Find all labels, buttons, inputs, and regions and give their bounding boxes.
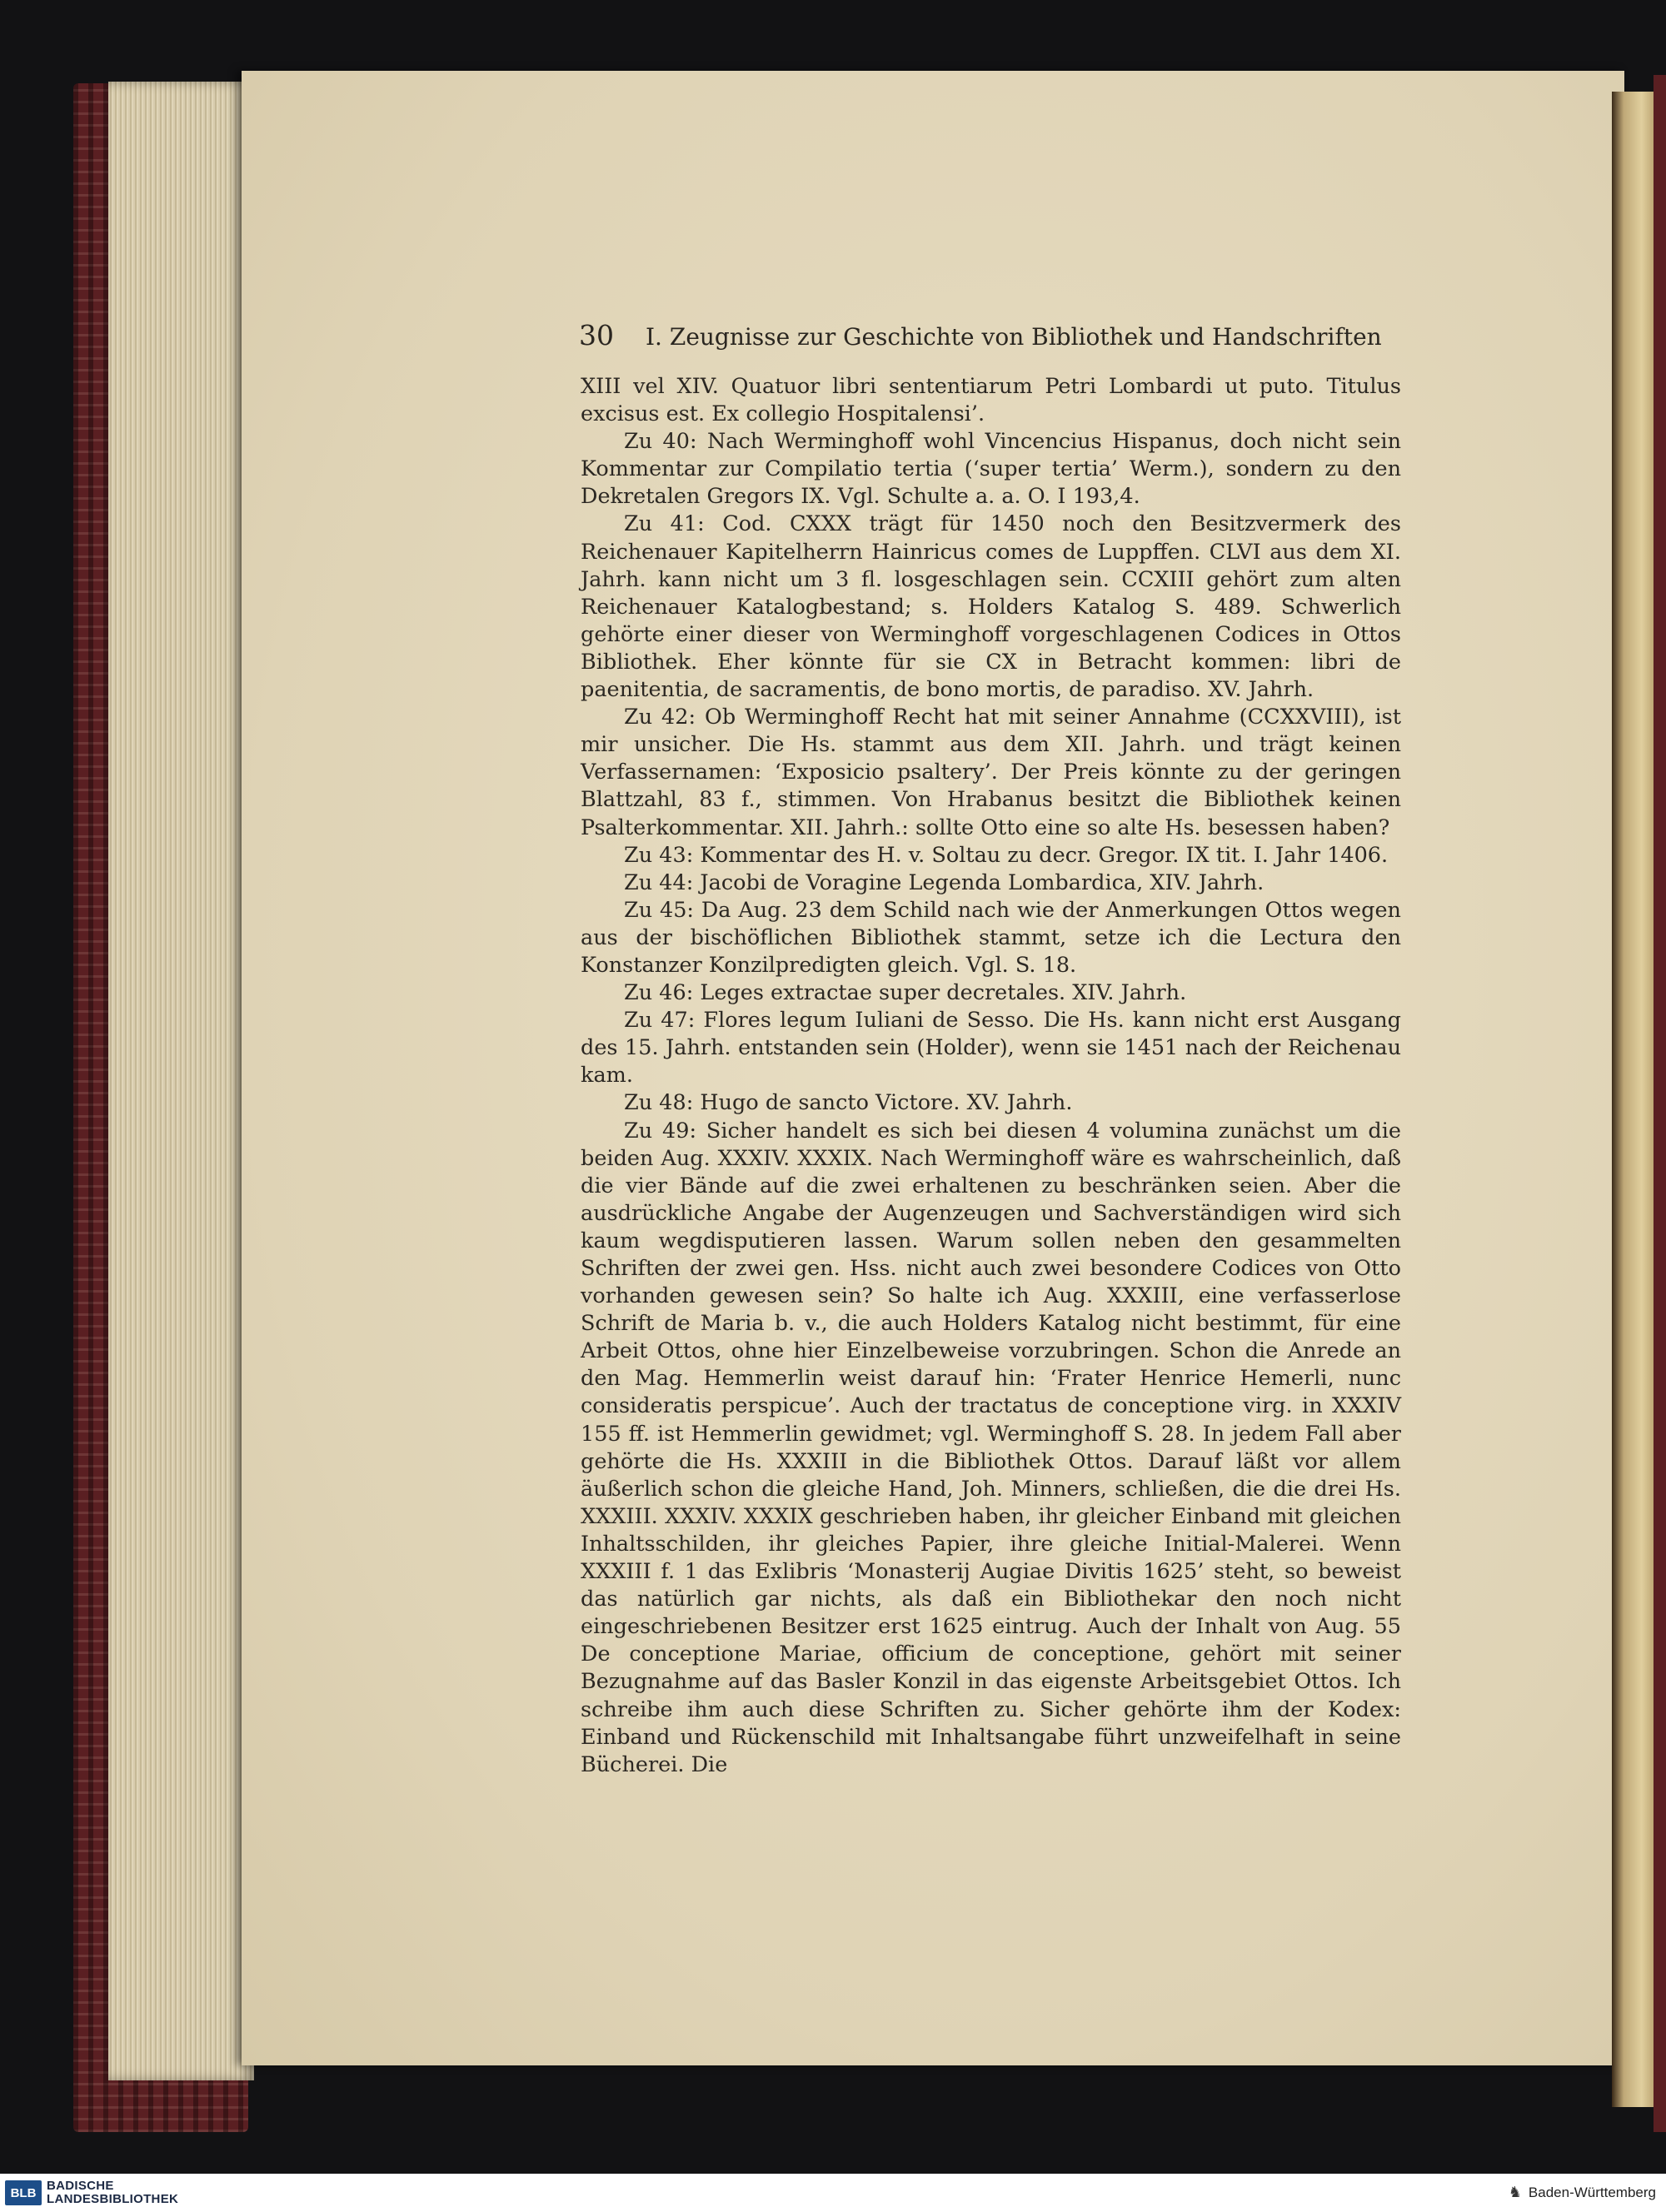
paragraph: Zu 48: Hugo de sancto Victore. XV. Jahrh. bbox=[624, 1090, 1073, 1116]
book-cover-right bbox=[1654, 75, 1666, 2132]
paragraph: Zu 45: Da Aug. 23 dem Schild nach wie der Anmerkungen Ottos wegen aus der bischöflichen Bibliothek stammt, setze ich die Lectura den Konstanzer Konzilpredigten gleich. Vgl. S. 18. bbox=[581, 897, 1401, 978]
partner-name: Baden-Württemberg bbox=[1528, 2184, 1656, 2200]
paragraph: Zu 40: Nach Werminghoff wohl Vincencius Hispanus, doch nicht sein Kommentar zur Compilatio tertia (‘super tertia’ Werm.), sondern zu den Dekretalen Gregors IX. Vgl. Schulte a. a. O. I 193,4. bbox=[581, 429, 1401, 510]
page-number: 30 bbox=[579, 319, 614, 351]
blb-logo[interactable]: BLB bbox=[5, 2180, 42, 2205]
paragraph: Zu 49: Sicher handelt es sich bei diesen 4 volumina zunächst um die beiden Aug. XXXIV. XXXIX. Nach Werminghoff wäre es wahrscheinlich, daß die vier Bände auf die zwei erhaltenen zu beschränken seien. Aber die ausdrückliche Angabe der Augenzeugen und Sachverständigen wird sich kaum wegdisputieren lassen. Warum sollen neben den gesammelten Schriften der zwei gen. Hss. nicht auch zwei besondere Codices von Otto vorhanden gewesen sein? So halte ich Aug. XXXIII, eine verfasserlose Schrift de Maria b. v., die auch Holders Katalog nicht bestimmt, für eine Arbeit Ottos, ohne hier Einzelbeweise vorzubringen. Schon die Anrede an den Mag. Hemmerlin weist darauf hin: ‘Frater Henrice Hemerli, nunc consideratis perspicue’. Auch der tractatus de conceptione virg. in XXXIV 155 ff. ist Hemmerlin gewidmet; vgl. Werminghoff S. 28. In jedem Fall aber gehörte die Hs. XXXIII in die Bibliothek Ottos. Darauf läßt vor allem äußerlich schon die gleiche Hand, Joh. Minners, schließen, die die drei Hs. XXXIII. XXXIV. XXXIX geschrieben haben, ihr gleicher Einband mit gleichen Inhaltsschilden, ihr gleiches Papier, ihre gleiche Initial-Malerei. Wenn XXXIII f. 1 das Exlibris ‘Monasterij Augiae Divitis 1625’ steht, so beweist das natürlich gar nichts, als daß ein Bibliothekar den noch nicht eingeschriebenen Besitzer erst 1625 eintrug. Auch der Inhalt von Aug. 55 De conceptione Mariae, officium de conceptione, gehört mit seiner Bezugnahme auf das Basler Konzil in das eigenste Arbeitsgebiet Ottos. Ich schreibe ihm auch diese Schriften zu. Sicher gehörte ihm der Kodex: Einband und Rückenschild mit Inhaltsangabe führt unzweifelhaft in seine Bücherei. Die bbox=[581, 1118, 1401, 1777]
paragraph: Zu 46: Leges extractae super decretales. XIV. Jahrh. bbox=[624, 980, 1187, 1006]
library-name-line1: BADISCHE bbox=[47, 2179, 114, 2193]
library-name-line2: LANDESBIBLIOTHEK bbox=[47, 2192, 179, 2206]
baden-wuerttemberg-logo[interactable] bbox=[1509, 2184, 1656, 2201]
coat-of-arms-icon: ♞ bbox=[1508, 2184, 1522, 2200]
paragraph: Zu 43: Kommentar des H. v. Soltau zu decr. Gregor. IX tit. I. Jahr 1406. bbox=[624, 842, 1389, 868]
paragraph: Zu 47: Flores legum Iuliani de Sesso. Die Hs. kann nicht erst Ausgang des 15. Jahrh. entstanden sein (Holder), wenn sie 1451 nach der Reichenau kam. bbox=[581, 1008, 1401, 1089]
running-header bbox=[579, 319, 1412, 351]
running-head-title: I. Zeugnisse zur Geschichte von Bibliothek und Handschriften bbox=[646, 323, 1382, 351]
library-name[interactable] bbox=[47, 2180, 178, 2206]
paragraph: Zu 42: Ob Werminghoff Recht hat mit seiner Annahme (CCXXVIII), ist mir unsicher. Die Hs. stammt aus dem XII. Jahrh. und trägt keinen Verfassernamen: ‘Exposicio psaltery’. Der Preis könnte zu der geringen Blattzahl, 83 f., stimmen. Von Hrabanus besitzt die Bibliothek keinen Psalterkommentar. XII. Jahrh.: sollte Otto eine so alte Hs. besessen haben? bbox=[581, 705, 1401, 840]
paragraph: Zu 41: Cod. CXXX trägt für 1450 noch den Besitzvermerk des Reichenauer Kapitelherrn Hainricus comes de Luppffen. CLVI aus dem XI. Jahrh. kann nicht um 3 fl. losgeschlagen sein. CCXIII gehört zum alten Reichenauer Katalogbestand; s. Holders Katalog S. 489. Schwerlich gehörte einer dieser von Werminghoff vorgeschlagenen Codices in Ottos Bibliothek. Eher könnte für sie CX in Betracht kommen: libri de paenitentia, de sacramentis, de bono mortis, de paradiso. XV. Jahrh. bbox=[581, 511, 1401, 703]
paragraph: Zu 44: Jacobi de Voragine Legenda Lombardica, XIV. Jahrh. bbox=[624, 869, 1264, 895]
page-edges bbox=[108, 82, 254, 2080]
paragraph: XIII vel XIV. Quatuor libri sententiarum Petri Lombardi ut puto. Titulus excisus est. Ex collegio Hospitalensi’. bbox=[581, 374, 1401, 427]
footer-bar bbox=[0, 2174, 1666, 2212]
body-text bbox=[581, 373, 1401, 1779]
